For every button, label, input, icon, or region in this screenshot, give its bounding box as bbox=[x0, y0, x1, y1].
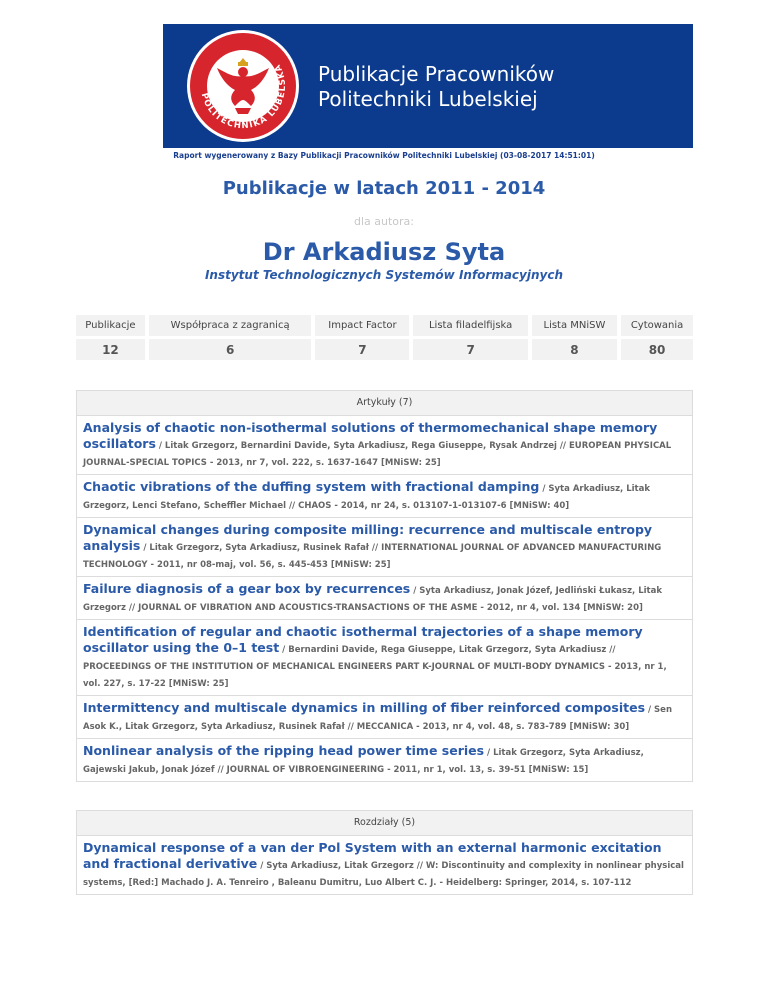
stats-value-philadelphia-list: 7 bbox=[411, 338, 529, 361]
stats-value-impact-factor: 7 bbox=[313, 338, 411, 361]
publication-entry bbox=[77, 696, 692, 739]
publication-title: Chaotic vibrations of the duffing system with fractional damping bbox=[83, 479, 540, 494]
publication-details: / Litak Grzegorz, Bernardini Davide, Syta Arkadiusz, Rega Giuseppe, Rysak Andrzej // EUROPEAN PHYSICAL JOURNAL-SPECIAL TOPICS - 2013, nr 7, vol. 222, s. 1637-1647 [MNiSW: 25] bbox=[83, 441, 672, 468]
publication-title: Identification of regular and chaotic isothermal trajectories of a shape memory oscillator using the 0–1 test bbox=[83, 624, 643, 655]
stats-header-row bbox=[76, 315, 693, 338]
stats-value-mnisw-list: 8 bbox=[530, 338, 619, 361]
publication-entry bbox=[77, 739, 692, 781]
publication-details: / Litak Grzegorz, Syta Arkadiusz, Rusinek Rafał // INTERNATIONAL JOURNAL OF ADVANCED MANUFACTURING TECHNOLOGY - 2011, nr 08-maj, vol. 56, s. 445-453 [MNiSW: 25] bbox=[83, 543, 662, 570]
publication-entry bbox=[77, 475, 692, 518]
publication-title: Analysis of chaotic non-isothermal solutions of thermomechanical shape memory oscillators bbox=[83, 420, 658, 451]
publication-title: Intermittency and multiscale dynamics in milling of fiber reinforced composites bbox=[83, 700, 646, 715]
stats-table bbox=[76, 315, 693, 360]
articles-header: Artykuły (7) bbox=[77, 391, 692, 416]
articles-section bbox=[76, 390, 693, 782]
stats-header-philadelphia-list: Lista filadelfijska bbox=[411, 315, 529, 338]
publication-details: / Bernardini Davide, Rega Giuseppe, Litak Grzegorz, Syta Arkadiusz // PROCEEDINGS OF THE INSTITUTION OF MECHANICAL ENGINEERS PART K-JOURNAL OF MULTI-BODY DYNAMICS - 2013, nr 1, vol. 227, s. 17-22 [MNiSW: 25] bbox=[83, 645, 667, 689]
publication-entry bbox=[77, 836, 692, 894]
author-name: Dr Arkadiusz Syta bbox=[262, 238, 506, 266]
publication-details: / Sen Asok K., Litak Grzegorz, Syta Arkadiusz, Rusinek Rafał // MECCANICA - 2013, nr 4, vol. 48, s. 783-789 [MNiSW: 30] bbox=[83, 705, 672, 732]
publication-entry bbox=[77, 416, 692, 475]
for-author-label: dla autora: bbox=[353, 215, 414, 228]
publication-entry bbox=[77, 620, 692, 696]
stats-header-mnisw-list: Lista MNiSW bbox=[530, 315, 619, 338]
university-logo bbox=[185, 28, 301, 144]
publication-details: / Syta Arkadiusz, Litak Grzegorz // W: Discontinuity and complexity in nonlinear physical systems, [Red:] Machado J. A. Tenreiro , Baleanu Dumitru, Luo Albert C. J. - Heidelberg: Springer, 2014, s. 107-112 bbox=[83, 861, 684, 888]
banner-title-line2: Politechniki Lubelskiej bbox=[318, 87, 538, 111]
institute-name: Instytut Technologicznych Systemów Informacyjnych bbox=[204, 268, 564, 282]
logo-ring-text: POLITECHNIKA LUBELSKA bbox=[198, 61, 289, 132]
chapters-header: Rozdziały (5) bbox=[77, 811, 692, 836]
publication-title: Failure diagnosis of a gear box by recurrences bbox=[83, 581, 411, 596]
publication-details: / Litak Grzegorz, Syta Arkadiusz, Gajewski Jakub, Jonak Józef // JOURNAL OF VIBROENGINEERING - 2011, nr 1, vol. 13, s. 39-51 [MNiSW: 15] bbox=[83, 748, 644, 775]
publication-entry bbox=[77, 518, 692, 577]
banner-title bbox=[318, 62, 554, 112]
stats-value-row bbox=[76, 338, 693, 361]
stats-header-citations: Cytowania bbox=[619, 315, 693, 338]
publication-title: Nonlinear analysis of the ripping head power time series bbox=[83, 743, 485, 758]
stats-header-foreign-cooperation: Współpraca z zagranicą bbox=[147, 315, 314, 338]
publication-title: Dynamical changes during composite milling: recurrence and multiscale entropy analysis bbox=[83, 522, 653, 553]
report-note: Raport wygenerowany z Bazy Publikacji Pracowników Politechniki Lubelskiej (03-08-2017 14:51:01) bbox=[173, 151, 595, 160]
stats-value-foreign-cooperation: 6 bbox=[147, 338, 314, 361]
page-title: Publikacje w latach 2011 - 2014 bbox=[222, 178, 546, 199]
stats-value-publications: 12 bbox=[76, 338, 147, 361]
stats-header-publications: Publikacje bbox=[76, 315, 147, 338]
publication-entry bbox=[77, 577, 692, 620]
publication-details: / Syta Arkadiusz, Jonak Józef, Jedliński Łukasz, Litak Grzegorz // JOURNAL OF VIBRATION AND ACOUSTICS-TRANSACTIONS OF THE ASME - 2012, nr 4, vol. 134 [MNiSW: 20] bbox=[83, 586, 662, 613]
header-banner bbox=[163, 24, 693, 148]
chapters-section bbox=[76, 810, 693, 895]
stats-value-citations: 80 bbox=[619, 338, 693, 361]
banner-title-line1: Publikacje Pracowników bbox=[318, 62, 555, 86]
publication-title: Dynamical response of a van der Pol System with an external harmonic excitation and fractional derivative bbox=[83, 840, 662, 871]
publication-details: / Syta Arkadiusz, Litak Grzegorz, Lenci Stefano, Scheffler Michael // CHAOS - 2014, nr 24, s. 013107-1-013107-6 [MNiSW: 40] bbox=[83, 484, 651, 511]
stats-header-impact-factor: Impact Factor bbox=[313, 315, 411, 338]
